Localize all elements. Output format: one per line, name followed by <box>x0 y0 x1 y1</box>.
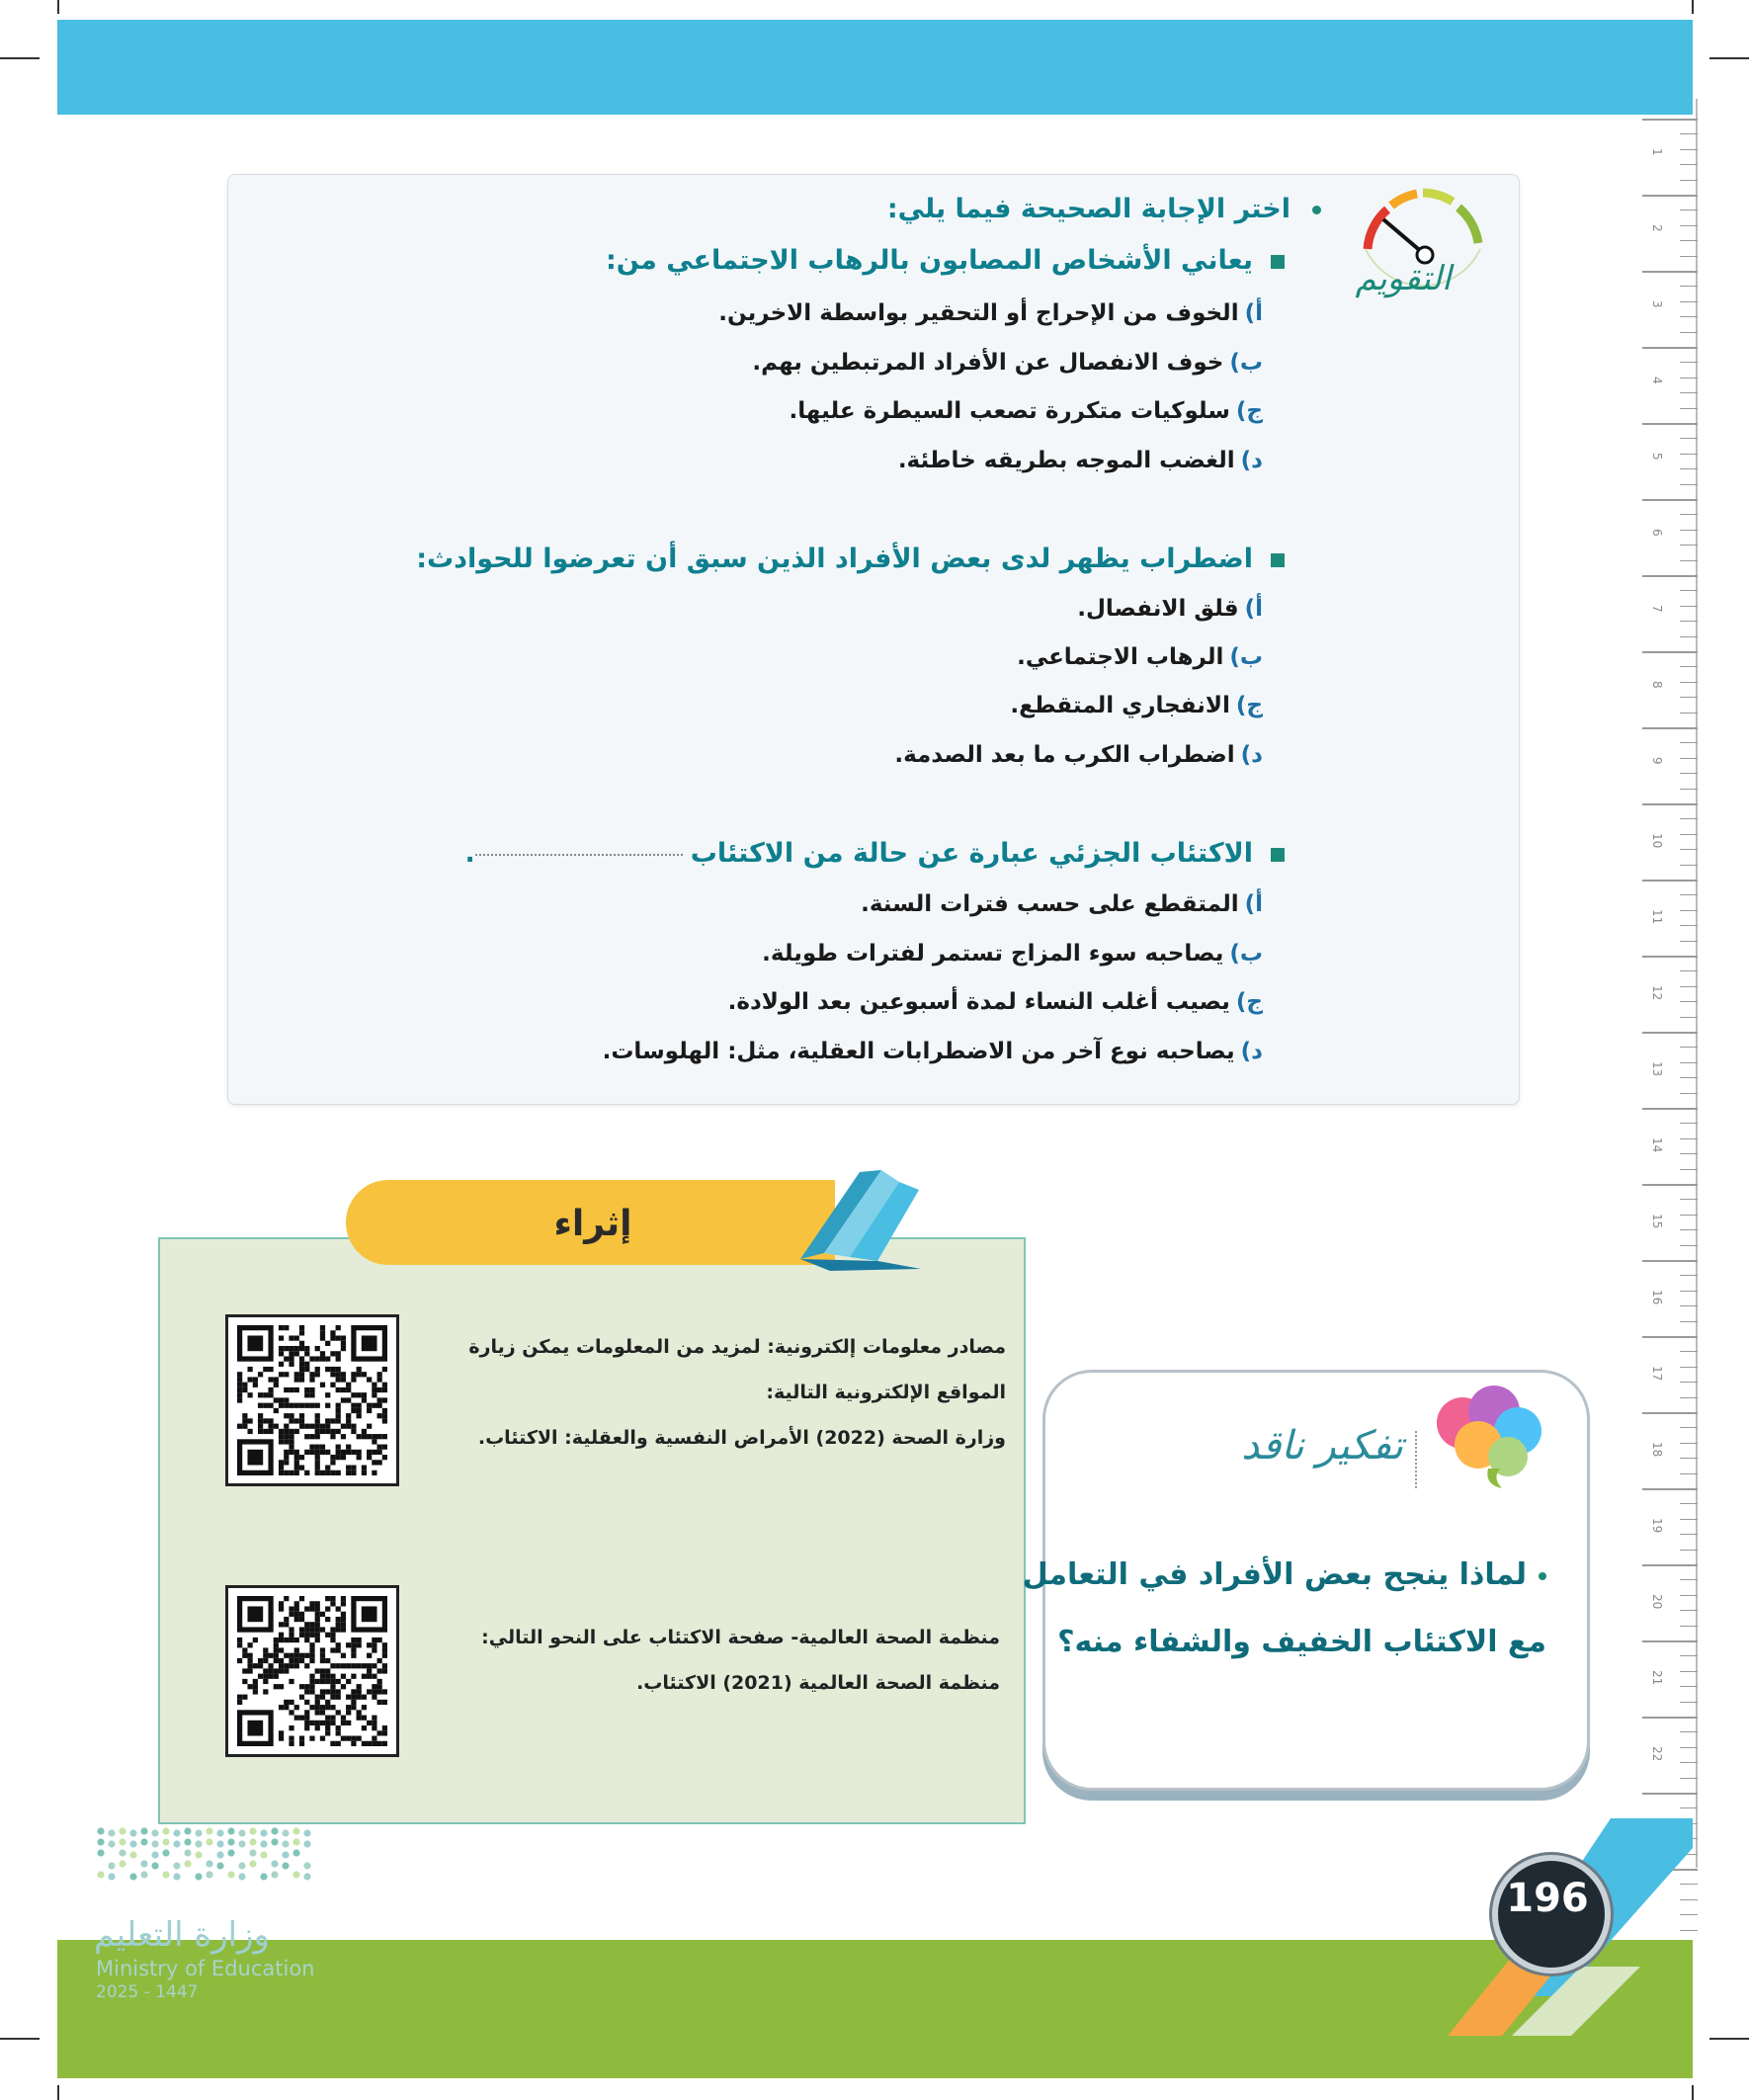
stem-end: . <box>464 838 475 869</box>
ruler-minor-tick <box>1680 1731 1698 1732</box>
ruler-minor-tick <box>1680 1427 1698 1428</box>
ruler-minor-tick <box>1680 1093 1698 1094</box>
ruler-minor-tick <box>1680 1077 1698 1078</box>
ruler-minor-tick <box>1680 1305 1698 1306</box>
ruler-minor-tick <box>1680 1473 1698 1474</box>
ruler-tick <box>1642 727 1698 729</box>
ruler-minor-tick <box>1680 1229 1698 1230</box>
ruler-minor-tick <box>1680 316 1698 317</box>
crop-mark <box>1709 57 1749 59</box>
ministry-arabic: وزارة التعليم <box>94 1915 270 1955</box>
question-2-stem <box>416 544 1285 574</box>
ruler-minor-tick <box>1680 164 1698 165</box>
ruler-number: 1 <box>1650 148 1664 156</box>
ruler-minor-tick <box>1680 742 1698 743</box>
ruler-minor-tick <box>1680 286 1698 287</box>
ruler-minor-tick <box>1680 925 1698 926</box>
question-1-stem <box>606 245 1285 276</box>
brain-icon <box>1423 1374 1549 1492</box>
question-line-2: مع الاكتئاب الخفيف والشفاء منه؟ <box>1057 1625 1546 1659</box>
ruler-minor-tick <box>1680 332 1698 333</box>
ruler-line <box>1696 99 1698 1868</box>
ruler-minor-tick <box>1680 1534 1698 1535</box>
ministry-logo-icon <box>95 1823 312 1902</box>
ruler-tick <box>1642 1488 1698 1490</box>
ruler-minor-tick <box>1680 1367 1698 1368</box>
ruler-minor-tick <box>1680 133 1698 134</box>
option-letter: ج) <box>1235 398 1263 424</box>
ruler-minor-tick <box>1680 1123 1698 1124</box>
question-text: لماذا ينجح بعض الأفراد في التعامل <box>1022 1557 1527 1592</box>
ruler-minor-tick <box>1680 560 1698 561</box>
ruler-minor-tick <box>1680 1747 1698 1748</box>
option-text: يصاحبه نوع آخر من الاضطرابات العقلية، مثل: الهلوسات. <box>602 1039 1235 1064</box>
ruler-minor-tick <box>1680 1595 1698 1596</box>
ruler-minor-tick <box>1680 894 1698 895</box>
ruler-number: 9 <box>1650 757 1664 765</box>
ruler-minor-tick <box>1680 1153 1698 1154</box>
ruler-minor-tick <box>1680 849 1698 850</box>
ruler-number: 22 <box>1650 1746 1664 1762</box>
ruler-tick <box>1642 956 1698 958</box>
ruler-number: 13 <box>1650 1061 1664 1077</box>
ruler-minor-tick <box>1680 301 1698 302</box>
ruler-minor-tick <box>1680 758 1698 759</box>
ruler-minor-tick <box>1680 1062 1698 1063</box>
qr-code-2[interactable] <box>225 1585 399 1757</box>
option-text: الخوف من الإحراج أو التحقير بواسطة الاخرين. <box>718 300 1239 326</box>
option[interactable] <box>728 989 1263 1015</box>
ruler-tick <box>1642 1717 1698 1719</box>
crop-mark <box>57 0 59 14</box>
option-text: يصيب أغلب النساء لمدة أسبوعين بعد الولادة. <box>727 989 1230 1015</box>
ruler-tick <box>1642 803 1698 805</box>
answer-blank[interactable] <box>475 854 683 856</box>
ruler-tick <box>1642 880 1698 882</box>
ruler-minor-tick <box>1680 1199 1698 1200</box>
ruler-number: 21 <box>1650 1670 1664 1686</box>
option-letter: أ) <box>1244 891 1263 917</box>
ruler-minor-tick <box>1680 545 1698 546</box>
ruler-minor-tick <box>1680 1702 1698 1703</box>
ruler-minor-tick <box>1680 666 1698 667</box>
ruler-tick <box>1642 195 1698 197</box>
option[interactable] <box>1017 644 1263 670</box>
ruler-number: 15 <box>1650 1214 1664 1229</box>
ruler-number: 11 <box>1650 909 1664 925</box>
option-text: يصاحبه سوء المزاج تستمر لفترات طويلة. <box>762 941 1224 966</box>
option-text: الانفجاري المتقطع. <box>1010 693 1230 718</box>
critical-thinking-title: تفكير ناقد <box>1241 1423 1403 1469</box>
ruler-tick <box>1642 347 1698 349</box>
ruler-minor-tick <box>1680 484 1698 485</box>
ruler-minor-tick <box>1680 1610 1698 1611</box>
enrichment-title: إثراء <box>553 1204 632 1244</box>
ruler-minor-tick <box>1680 1686 1698 1687</box>
ruler-minor-tick <box>1680 910 1698 911</box>
ruler-minor-tick <box>1680 636 1698 637</box>
ruler-minor-tick <box>1680 1579 1698 1580</box>
ruler-minor-tick <box>1680 590 1698 591</box>
option-text: الغضب الموجه بطريقه خاطئة. <box>897 448 1235 473</box>
option-letter: ج) <box>1235 989 1263 1015</box>
ruler-tick <box>1642 499 1698 501</box>
ruler-minor-tick <box>1680 970 1698 971</box>
ruler-number: 16 <box>1650 1290 1664 1305</box>
stem-text: الاكتئاب الجزئي عبارة عن حالة من الاكتئاب <box>690 838 1253 869</box>
page-number: 196 <box>1506 1876 1589 1921</box>
ruler-minor-tick <box>1680 818 1698 819</box>
ruler-minor-tick <box>1680 256 1698 257</box>
crop-mark <box>0 57 40 59</box>
ruler-minor-tick <box>1680 362 1698 363</box>
ruler-tick <box>1642 271 1698 273</box>
ruler-number: 2 <box>1650 224 1664 232</box>
option-letter: أ) <box>1244 596 1263 622</box>
option-text: اضطراب الكرب ما بعد الصدمة. <box>894 742 1235 768</box>
ruler-tick <box>1642 1336 1698 1338</box>
book-icon <box>791 1142 929 1281</box>
ruler-minor-tick <box>1680 225 1698 226</box>
ruler-number: 3 <box>1650 300 1664 308</box>
ministry-english: Ministry of Education <box>96 1957 315 1980</box>
ministry-year: 2025 - 1447 <box>96 1982 199 2002</box>
ruler-minor-tick <box>1680 1807 1698 1808</box>
ruler-tick <box>1642 1412 1698 1414</box>
enrichment-line: مصادر معلومات إلكترونية: لمزيد من المعلومات يمكن زيارة <box>468 1336 1006 1358</box>
ruler-number: 10 <box>1650 833 1664 849</box>
assessment-badge-label: التقويم <box>1355 259 1452 298</box>
side-ruler <box>1640 99 1698 1868</box>
ruler-number: 14 <box>1650 1137 1664 1153</box>
ruler-number: 12 <box>1650 985 1664 1001</box>
ruler-minor-tick <box>1680 1047 1698 1048</box>
ruler-number: 8 <box>1650 681 1664 689</box>
ruler-minor-tick <box>1680 454 1698 455</box>
option[interactable] <box>894 742 1263 768</box>
option-letter: ب) <box>1229 941 1263 966</box>
option-letter: أ) <box>1244 300 1263 326</box>
ruler-minor-tick <box>1680 1550 1698 1551</box>
ruler-minor-tick <box>1680 530 1698 531</box>
ruler-minor-tick <box>1680 1275 1698 1276</box>
option-text: خوف الانفصال عن الأفراد المرتبطين بهم. <box>752 350 1224 376</box>
ruler-minor-tick <box>1680 438 1698 439</box>
ruler-tick <box>1642 651 1698 653</box>
option-letter: ب) <box>1229 350 1263 376</box>
bullet <box>1539 1572 1546 1580</box>
ruler-minor-tick <box>1680 149 1698 150</box>
ruler-minor-tick <box>1680 1626 1698 1627</box>
option[interactable] <box>898 448 1263 473</box>
bullet <box>1271 848 1285 862</box>
ruler-tick <box>1642 119 1698 121</box>
option-text: الرهاب الاجتماعي. <box>1017 644 1224 670</box>
option-letter: د) <box>1240 742 1263 768</box>
ruler-tick <box>1642 423 1698 425</box>
enrichment-block-2 <box>481 1615 1000 1706</box>
ruler-tick <box>1642 1260 1698 1262</box>
enrichment-block-1 <box>468 1324 1006 1461</box>
ruler-number: 18 <box>1650 1442 1664 1458</box>
ruler-minor-tick <box>1680 682 1698 683</box>
ruler-number: 5 <box>1650 453 1664 461</box>
ruler-minor-tick <box>1680 697 1698 698</box>
ruler-minor-tick <box>1680 1169 1698 1170</box>
ruler-minor-tick <box>1680 1443 1698 1444</box>
option[interactable] <box>603 1039 1263 1064</box>
option-letter: د) <box>1240 1039 1263 1064</box>
ruler-minor-tick <box>1680 392 1698 393</box>
ruler-minor-tick <box>1680 986 1698 987</box>
ruler-minor-tick <box>1680 1458 1698 1459</box>
ruler-minor-tick <box>1680 240 1698 241</box>
enrichment-line[interactable]: وزارة الصحة (2022) الأمراض النفسية والعقلية: الاكتئاب. <box>477 1427 1006 1449</box>
qr-code-icon <box>236 1325 388 1475</box>
ruler-minor-tick <box>1680 1519 1698 1520</box>
option[interactable] <box>718 300 1263 326</box>
enrichment-line[interactable]: منظمة الصحة العالمية (2021) الاكتئاب. <box>636 1672 1000 1694</box>
option[interactable] <box>1077 596 1263 622</box>
option-text: المتقطع على حسب فترات السنة. <box>861 891 1239 917</box>
ruler-number: 17 <box>1650 1366 1664 1382</box>
option[interactable] <box>790 398 1263 424</box>
bullet <box>1271 255 1285 269</box>
ruler-minor-tick <box>1680 1291 1698 1292</box>
option[interactable] <box>762 941 1263 966</box>
stem-text: يعاني الأشخاص المصابون بالرهاب الاجتماعي من: <box>605 245 1253 276</box>
option-letter: ب) <box>1229 644 1263 670</box>
ruler-minor-tick <box>1680 1215 1698 1216</box>
ruler-minor-tick <box>1680 468 1698 469</box>
ruler-minor-tick <box>1680 1351 1698 1352</box>
crop-mark <box>1692 2085 1694 2100</box>
header-bar <box>57 20 1693 115</box>
ruler-minor-tick <box>1680 621 1698 622</box>
ruler-minor-tick <box>1680 1245 1698 1246</box>
ruler-minor-tick <box>1680 606 1698 607</box>
ruler-number: 6 <box>1650 529 1664 537</box>
crop-mark <box>57 2085 59 2100</box>
ruler-minor-tick <box>1680 180 1698 181</box>
enrichment-line: المواقع الإلكترونية التالية: <box>766 1382 1006 1403</box>
option-letter: د) <box>1240 448 1263 473</box>
option-text: قلق الانفصال. <box>1077 596 1239 622</box>
ruler-minor-tick <box>1680 941 1698 942</box>
ruler-tick <box>1642 1640 1698 1642</box>
ruler-minor-tick <box>1680 1017 1698 1018</box>
question-3-stem <box>465 838 1285 869</box>
ruler-tick <box>1642 1564 1698 1566</box>
ruler-minor-tick <box>1680 773 1698 774</box>
ruler-minor-tick <box>1680 1762 1698 1763</box>
enrichment-line: منظمة الصحة العالمية- صفحة الاكتئاب على النحو التالي: <box>481 1627 1000 1648</box>
ruler-tick <box>1642 1032 1698 1034</box>
option-text: سلوكيات متكررة تصعب السيطرة عليها. <box>789 398 1230 424</box>
qr-code-icon <box>236 1596 388 1746</box>
ruler-minor-tick <box>1680 514 1698 515</box>
ruler-minor-tick <box>1680 1671 1698 1672</box>
ruler-minor-tick <box>1680 713 1698 714</box>
stem-text: اضطراب يظهر لدى بعض الأفراد الذين سبق أن تعرضوا للحوادث: <box>416 544 1253 574</box>
option[interactable] <box>752 350 1263 376</box>
instruction-text: اختر الإجابة الصحيحة فيما يلي: <box>886 194 1291 224</box>
question-line-1 <box>1023 1542 1546 1609</box>
ruler-minor-tick <box>1680 408 1698 409</box>
ruler-number: 7 <box>1650 605 1664 613</box>
qr-code-1[interactable] <box>225 1314 399 1486</box>
option[interactable] <box>861 891 1263 917</box>
crop-mark <box>0 2038 40 2040</box>
ruler-minor-tick <box>1680 1503 1698 1504</box>
ruler-minor-tick <box>1680 1382 1698 1383</box>
ruler-minor-tick <box>1680 789 1698 790</box>
ruler-tick <box>1642 1184 1698 1186</box>
ruler-minor-tick <box>1680 1321 1698 1322</box>
option[interactable] <box>1010 693 1263 718</box>
option-letter: ج) <box>1235 693 1263 718</box>
bullet <box>1271 553 1285 567</box>
ruler-number: 20 <box>1650 1594 1664 1610</box>
ruler-minor-tick <box>1680 1778 1698 1779</box>
ruler-minor-tick <box>1680 1397 1698 1398</box>
ruler-minor-tick <box>1680 865 1698 866</box>
ruler-minor-tick <box>1680 1001 1698 1002</box>
ruler-minor-tick <box>1680 1138 1698 1139</box>
ruler-minor-tick <box>1680 1655 1698 1656</box>
ruler-tick <box>1642 1793 1698 1795</box>
ruler-number: 4 <box>1650 377 1664 384</box>
instruction <box>887 194 1321 224</box>
ruler-tick <box>1642 1108 1698 1110</box>
ruler-minor-tick <box>1680 834 1698 835</box>
critical-thinking-question <box>1023 1542 1546 1676</box>
divider <box>1415 1431 1419 1488</box>
crop-mark <box>1692 0 1694 14</box>
ruler-number: 19 <box>1650 1518 1664 1534</box>
ruler-tick <box>1642 575 1698 577</box>
bullet <box>1312 206 1321 214</box>
crop-mark <box>1709 2038 1749 2040</box>
